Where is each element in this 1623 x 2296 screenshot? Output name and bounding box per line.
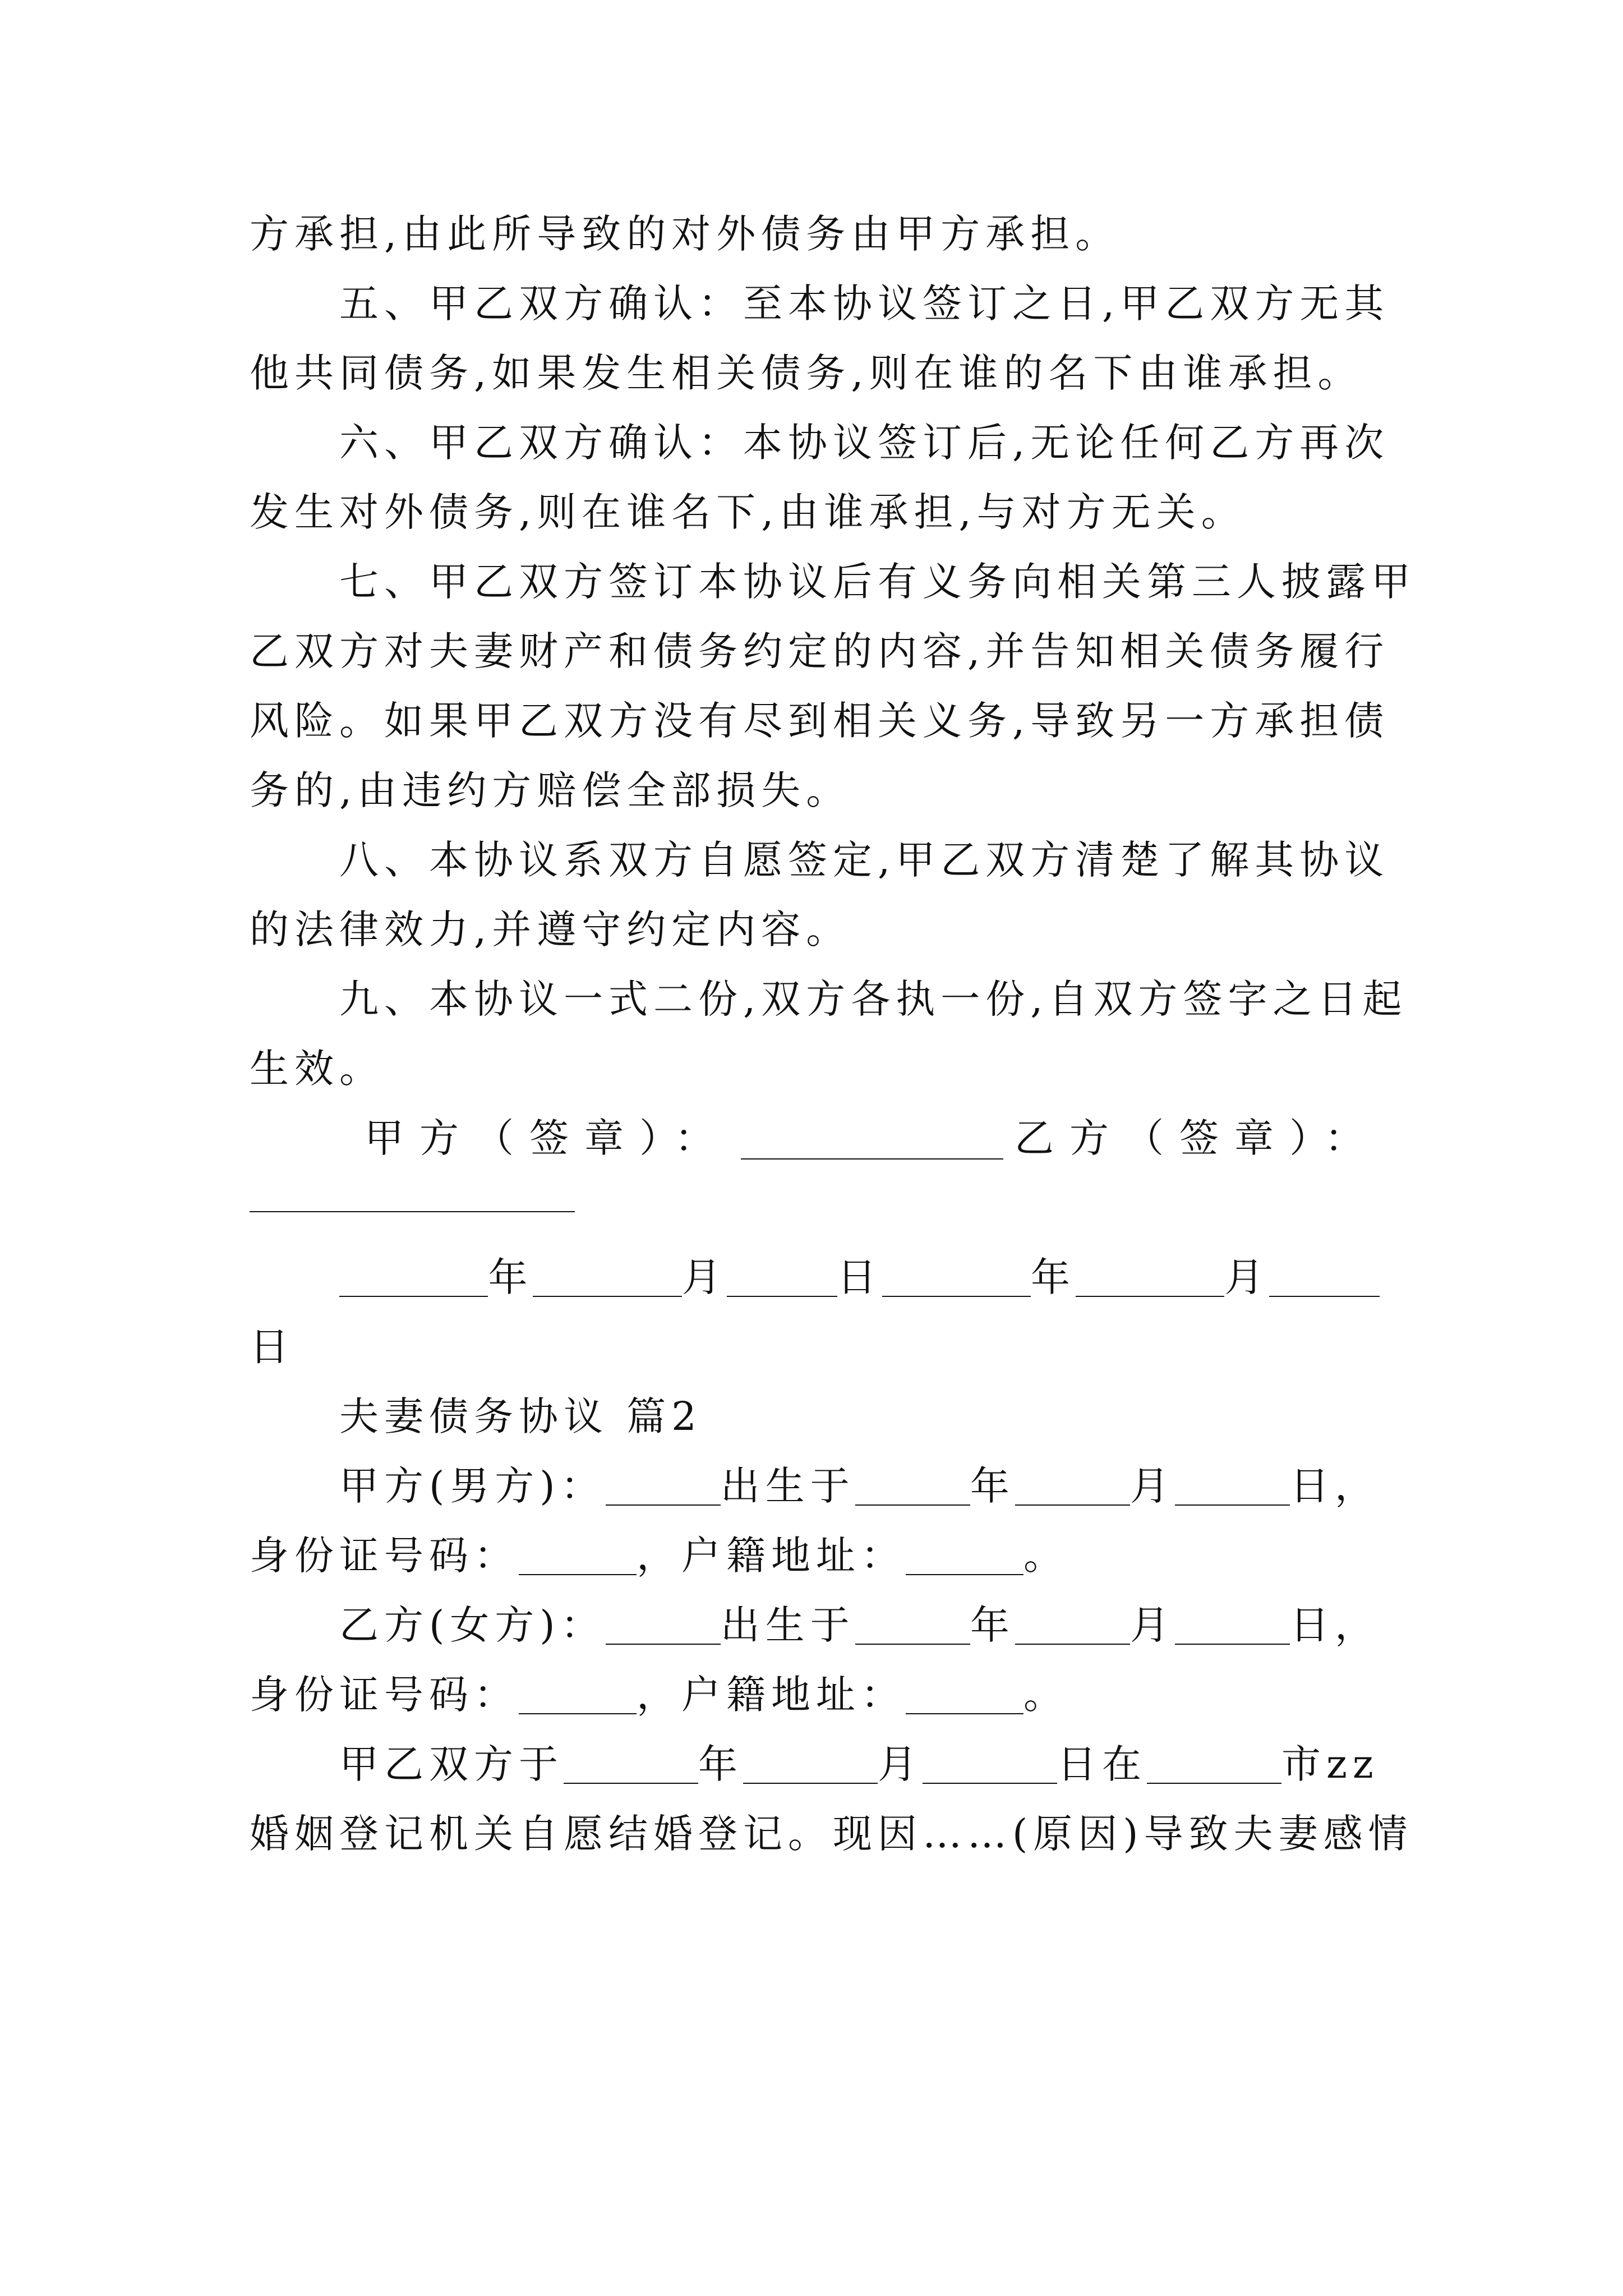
party-a-label: 甲方(男方)： <box>339 1463 606 1509</box>
party-b-id-line <box>250 1660 1380 1729</box>
month-blank <box>533 1258 681 1297</box>
born-label: 出生于 <box>720 1463 855 1509</box>
year-label: 年 <box>970 1463 1015 1509</box>
marriage-prefix: 甲乙双方于 <box>339 1741 564 1787</box>
id-blank <box>519 1675 637 1714</box>
year-label: 年 <box>1030 1254 1076 1300</box>
year-label: 年 <box>488 1254 533 1300</box>
signature-row <box>250 1103 1380 1173</box>
line-end: 。 <box>1023 1533 1068 1579</box>
party-a-id-line <box>250 1521 1380 1590</box>
id-blank <box>519 1536 637 1575</box>
id-label: 身份证号码： <box>250 1533 519 1579</box>
section-title: 夫妻债务协议 篇2 <box>339 1393 702 1439</box>
party-a-line <box>250 1451 1380 1521</box>
year-blank <box>855 1466 970 1506</box>
address-blank <box>906 1536 1023 1575</box>
party-b-line <box>250 1590 1380 1660</box>
party-a-signature-label: 甲方（签章）： <box>365 1115 730 1161</box>
year-label: 年 <box>698 1741 743 1787</box>
date-row <box>250 1243 1380 1312</box>
month-blank <box>1076 1258 1224 1297</box>
date-row-wrap <box>250 1312 1380 1382</box>
day-blank <box>1175 1466 1290 1506</box>
day-label: 日 <box>250 1324 294 1370</box>
party-b-signature-label: 乙方（签章）： <box>1015 1115 1380 1161</box>
month-label: 月 <box>681 1254 727 1300</box>
id-label: 身份证号码： <box>250 1672 519 1718</box>
party-b-signature-blank <box>250 1173 575 1212</box>
month-blank <box>1015 1466 1130 1506</box>
year-blank <box>882 1258 1031 1297</box>
paragraph-line: 风险。如果甲乙双方没有尽到相关义务,导致另一方承担债 <box>250 698 1390 744</box>
line-end: 。 <box>1023 1672 1068 1718</box>
day-blank <box>727 1258 837 1297</box>
day-blank <box>1269 1258 1380 1297</box>
born-label: 出生于 <box>720 1602 855 1648</box>
year-blank <box>855 1605 970 1645</box>
clause-five-line: 五、甲乙双方确认：至本协议签订之日,甲乙双方无其 <box>339 280 1390 326</box>
address-label: ，户籍地址： <box>637 1672 906 1718</box>
paragraph-line: 方承担,由此所导致的对外债务由甲方承担。 <box>250 211 1121 257</box>
day-label: 日 <box>837 1254 882 1300</box>
city-label: 市zz <box>1281 1741 1379 1787</box>
paragraph-line: 生效。 <box>250 1046 384 1092</box>
day-blank <box>923 1745 1057 1784</box>
clause-eight-line: 八、本协议系双方自愿签定,甲乙双方清楚了解其协议 <box>339 837 1390 883</box>
month-label: 月 <box>1129 1602 1175 1648</box>
address-label: ，户籍地址： <box>637 1533 906 1579</box>
marriage-date-line <box>250 1729 1380 1799</box>
month-label: 月 <box>878 1741 923 1787</box>
clause-nine-line: 九、本协议一式二份,双方各执一份,自双方签字之日起 <box>339 976 1408 1022</box>
party-b-label: 乙方(女方)： <box>339 1602 606 1648</box>
paragraph-line: 乙双方对夫妻财产和债务约定的内容,并告知相关债务履行 <box>250 628 1390 674</box>
document-body <box>250 199 1416 1869</box>
party-b-signature-row <box>250 1173 1380 1243</box>
day-label: 日， <box>1290 1602 1380 1648</box>
clause-seven-line: 七、甲乙双方签订本协议后有义务向相关第三人披露甲 <box>339 559 1416 605</box>
day-blank <box>1175 1605 1290 1645</box>
clause-six-line: 六、甲乙双方确认：本协议签订后,无论任何乙方再次 <box>339 420 1390 466</box>
paragraph-line: 他共同债务,如果发生相关债务,则在谁的名下由谁承担。 <box>250 350 1363 396</box>
paragraph-line: 发生对外债务,则在谁名下,由谁承担,与对方无关。 <box>250 489 1246 535</box>
month-label: 月 <box>1129 1463 1175 1509</box>
name-blank <box>606 1466 721 1506</box>
paragraph-line: 婚姻登记机关自愿结婚登记。现因……(原因)导致夫妻感情 <box>250 1811 1413 1857</box>
year-blank <box>564 1745 698 1784</box>
year-blank <box>339 1258 488 1297</box>
month-label: 月 <box>1224 1254 1270 1300</box>
address-blank <box>906 1675 1023 1714</box>
month-blank <box>1015 1605 1130 1645</box>
city-blank <box>1147 1745 1281 1784</box>
name-blank <box>606 1605 721 1645</box>
day-label: 日在 <box>1057 1741 1147 1787</box>
year-label: 年 <box>970 1602 1015 1648</box>
party-a-signature-blank <box>741 1117 1003 1159</box>
paragraph-line: 的法律效力,并遵守约定内容。 <box>250 907 851 953</box>
day-label: 日， <box>1290 1463 1380 1509</box>
month-blank <box>743 1745 878 1784</box>
paragraph-line: 务的,由违约方赔偿全部损失。 <box>250 767 851 813</box>
